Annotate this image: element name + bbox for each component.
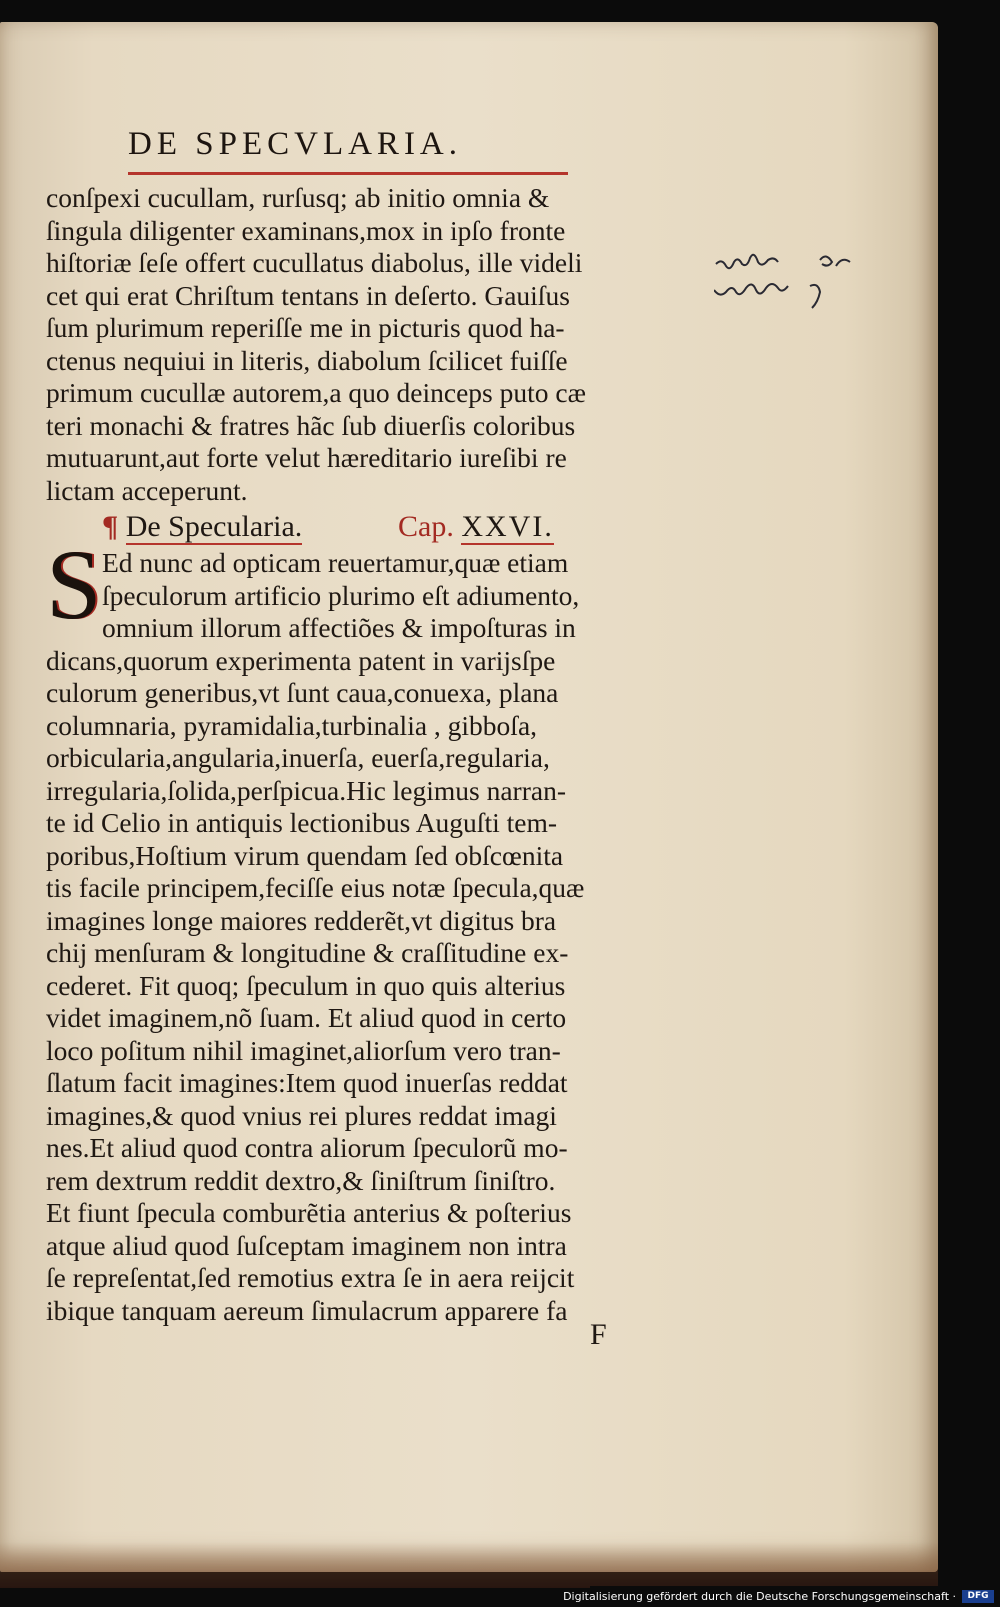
text-line: Et fiunt ſpecula comburẽtia anterius & poſterius [46, 1197, 572, 1228]
dfg-logo-icon: DFG [962, 1590, 994, 1603]
text-line: te id Celio in antiquis lectionibus Auguſti tem- [46, 807, 557, 838]
running-head: DE SPECVLARIA. [128, 126, 568, 175]
text-line: primum cucullæ autorem,a quo deinceps puto cæ [46, 377, 586, 408]
body-text [46, 182, 726, 1327]
text-line: chij menſuram & longitudine & craſſitudine ex- [46, 937, 569, 968]
text-line: imagines longe maiores redderẽt,vt digitus bra [46, 904, 557, 936]
chapter-number [398, 511, 554, 544]
chapter-heading [46, 511, 726, 547]
text-line: lictam acceperunt. [46, 474, 248, 506]
text-line: ctenus nequiui in literis, diabolum ſcilicet fuiſſe [46, 344, 568, 376]
paragraph-1 [46, 182, 726, 507]
cap-number: XXVI. [461, 510, 554, 543]
text-line: tis facile principem,feciſſe eius notæ ſpecula,quæ [46, 872, 585, 903]
signature-mark: F [590, 1318, 607, 1351]
text-line: ſe repreſentat,ſed remotius extra ſe in aera reijcit [46, 1262, 575, 1293]
text-line: videt imaginem,nõ ſuam. Et aliud quod in certo [46, 1002, 567, 1033]
text-line: hiſtoriæ ſeſe offert cucullatus diabolus, ille videli [46, 247, 583, 278]
page-bottom-edge [0, 1542, 938, 1588]
text-line: ſpeculorum artificio plurimo eſt adiumento, [102, 579, 580, 611]
text-line: ſingula diligenter examinans,mox in ipſo fronte [46, 214, 566, 246]
text-line: ibique tanquam aereum ſimulacrum apparere fa [46, 1294, 568, 1326]
initial-letter: S [46, 529, 102, 640]
footer-bar [563, 1586, 1000, 1607]
text-line: mutuarunt,aut forte velut hæreditario iureſibi re [46, 442, 567, 473]
text-line: teri monachi & fratres hãc ſub diuerſis coloribus [46, 409, 576, 441]
text-line: poribus,Hoſtium virum quendam ſed obſcœnita [46, 839, 564, 871]
handwritten-marginal-note [714, 246, 864, 336]
paragraph-2 [46, 547, 726, 1327]
book-page [0, 22, 938, 1572]
text-line: omnium illorum affectiões & impoſturas in [102, 612, 576, 643]
text-line: nes.Et aliud quod contra aliorum ſpeculorũ mo- [46, 1132, 568, 1163]
text-line: atque aliud quod ſuſceptam imaginem non intra [46, 1229, 567, 1261]
pilcrow-icon: ¶ [102, 510, 119, 543]
text-line: culorum generibus,vt ſunt caua,conuexa, plana [46, 677, 559, 708]
text-line: conſpexi cucullam, rurſusq; ab initio omnia & [46, 182, 550, 213]
text-line: irregularia,ſolida,perſpicua.Hic legimus narran- [46, 774, 566, 806]
cap-label: Cap. [398, 510, 454, 543]
text-line: Ed nunc ad opticam reuertamur,quæ etiam [102, 547, 569, 578]
text-line: ſlatum facit imagines:Item quod inuerſas reddat [46, 1067, 568, 1098]
text-line: cederet. Fit quoq; ſpeculum in quo quis alterius [46, 969, 566, 1001]
text-line: imagines,& quod vnius rei plures reddat imagi [46, 1099, 557, 1131]
footer-credit: Digitalisierung gefördert durch die Deutsche Forschungsgemeinschaft · [563, 1590, 956, 1603]
text-line: ſum plurimum reperiſſe me in picturis quod ha- [46, 312, 565, 343]
chapter-title: De Specularia. [125, 510, 303, 543]
text-line: rem dextrum reddit dextro,& ſiniſtrum ſiniſtro. [46, 1164, 556, 1196]
text-line: dicans,quorum experimenta patent in varijsſpe [46, 644, 556, 676]
text-line: columnaria, pyramidalia,turbinalia , gibboſa, [46, 709, 538, 741]
text-line: cet qui erat Chriſtum tentans in deſerto. Gauiſus [46, 279, 570, 311]
text-line: loco poſitum nihil imaginet,aliorſum vero tran- [46, 1034, 561, 1066]
text-line: orbicularia,angularia,inuerſa, euerſa,regularia, [46, 742, 550, 773]
